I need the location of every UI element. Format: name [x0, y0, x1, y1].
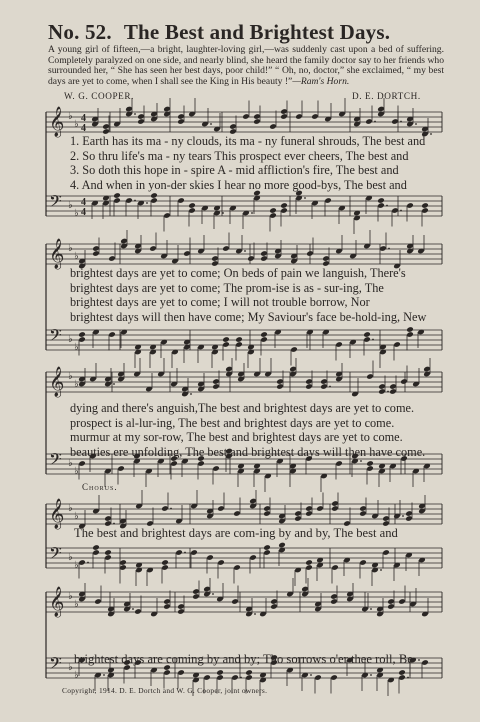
dot	[254, 613, 256, 615]
dot	[400, 121, 402, 123]
verse-line: brightest days will then have come; My Saviour's face be-hold-ing, New	[70, 309, 427, 324]
verses-system-2	[70, 266, 442, 324]
dot	[103, 674, 105, 676]
dot	[244, 250, 246, 252]
verse-line: 1. Earth has its ma - ny clouds, its ma - ny funeral shrouds, The best and	[70, 134, 426, 148]
note-head	[305, 559, 313, 566]
note-head	[263, 544, 271, 551]
bass-clef: 𝄢	[49, 191, 62, 215]
dot	[170, 508, 172, 510]
bass-clef: 𝄢	[49, 449, 62, 473]
note-head	[188, 202, 196, 209]
dot	[388, 248, 390, 250]
treble-clef: 𝄞	[49, 107, 65, 137]
intro-text: A young girl of fifteen,—a bright, laughter-loving girl,—was suddenly cast upon a bed of suffering. Completely paralyzed on one side, and nearly blind, she heard the family doctor say to her friends who surrounded her, “ She has seen her best days, poor child!” “ Oh, no, doctor,” she exclaimed, “ my best days are yet to come, when I shall see the King in His beauty !”	[48, 44, 444, 87]
hymn-intro	[48, 45, 444, 87]
flat-sign: ♭	[74, 466, 79, 477]
dot	[415, 123, 417, 125]
flat-sign: ♭	[74, 208, 79, 219]
intro-source: —Ram's Horn.	[292, 75, 350, 87]
dot	[372, 339, 374, 341]
dot	[402, 515, 404, 517]
hymn-heading	[48, 20, 390, 45]
flat-sign: ♭	[68, 503, 73, 514]
dot	[386, 205, 388, 207]
treble-clef: 𝄞	[49, 239, 65, 269]
note-head	[421, 202, 429, 209]
dot	[380, 569, 382, 571]
dot	[387, 391, 389, 393]
note-head	[377, 197, 385, 204]
dot	[132, 608, 134, 610]
flat-sign: ♭	[68, 591, 73, 602]
verses-system-1	[70, 134, 442, 192]
verse-line: brightest days are yet to come; I will not trouble borrow, Nor	[70, 295, 370, 310]
verse-line: 2. So thru life's ma - ny tears This prospect ever cheers, The best and	[70, 148, 409, 163]
note-head	[161, 559, 169, 566]
flat-sign: ♭	[74, 379, 79, 390]
note-head	[150, 192, 158, 199]
note-head	[245, 669, 253, 676]
dot	[222, 212, 224, 214]
flat-sign: ♭	[68, 662, 73, 673]
flat-sign: ♭	[74, 511, 79, 522]
flat-sign: ♭	[74, 560, 79, 571]
flat-sign: ♭	[74, 670, 79, 681]
treble-clef: 𝄞	[49, 587, 65, 617]
svg-text:4: 4	[81, 123, 86, 134]
flat-sign: ♭	[74, 599, 79, 610]
bass-clef: 𝄢	[49, 653, 62, 677]
dot	[360, 460, 362, 462]
bass-clef: 𝄢	[49, 543, 62, 567]
verse-line: prospect is al-lur-ing, The best and brightest days are yet to come.	[70, 415, 395, 430]
treble-clef: 𝄞	[49, 367, 65, 397]
dot	[370, 674, 372, 676]
note-head	[78, 331, 86, 338]
flat-sign: ♭	[68, 334, 73, 345]
note-head	[222, 336, 230, 343]
flat-sign: ♭	[68, 200, 73, 211]
composer-credit: D. E. DORTCH.	[352, 91, 421, 101]
verse-line: 4. And when in yon-der skies I hear no more good-bys, The best and	[70, 177, 407, 192]
dot	[134, 200, 136, 202]
note-head	[406, 326, 414, 333]
bass-clef: 𝄢	[49, 325, 62, 349]
verse-line: murmur at my sor-row, The best and brightest days are yet to come.	[70, 430, 403, 445]
flat-sign: ♭	[74, 251, 79, 262]
flat-sign: ♭	[74, 119, 79, 130]
note-head	[269, 207, 277, 214]
dot	[400, 210, 402, 212]
dot	[134, 113, 136, 115]
chorus-line-2: brightest days are coming by and by; Tho sorrows o'er thee roll, Be	[74, 652, 413, 666]
hymn-number: No. 52.	[48, 20, 112, 44]
flat-sign: ♭	[68, 111, 73, 122]
note-head	[398, 669, 406, 676]
dot	[184, 552, 186, 554]
note-head	[363, 331, 371, 338]
verse-line: brightest days are yet to come; On beds of pain we languish, There's	[70, 266, 406, 280]
verse-line: beauties ere unfolding, The best and brightest days will then have come.	[70, 444, 426, 459]
note-head	[260, 331, 268, 338]
dot	[374, 121, 376, 123]
dot	[310, 674, 312, 676]
dot	[251, 212, 253, 214]
note-head	[113, 192, 121, 199]
dot	[329, 386, 331, 388]
flat-sign: ♭	[74, 342, 79, 353]
flat-sign: ♭	[68, 371, 73, 382]
dot	[190, 393, 192, 395]
dot	[113, 383, 115, 385]
dot	[304, 197, 306, 199]
flat-sign: ♭	[68, 458, 73, 469]
note-head	[216, 669, 224, 676]
chorus-label: Chorus.	[82, 482, 118, 492]
dot	[212, 593, 214, 595]
note-head	[104, 549, 112, 556]
time-signature: 4	[81, 113, 86, 124]
dot	[240, 677, 242, 679]
chorus-line-1: The best and brightest days are com-ing by and by, The best and	[74, 526, 398, 540]
dot	[210, 123, 212, 125]
verse-line: dying and there's anguish,The best and brightest days are yet to come.	[70, 401, 415, 415]
note-head	[92, 544, 100, 551]
hymn-title: The Best and Brightest Days.	[123, 20, 391, 44]
time-signature: 4	[81, 197, 86, 208]
dot	[146, 202, 148, 204]
lyricist-credit: W. G. COOPER.	[64, 91, 134, 101]
flat-sign: ♭	[68, 552, 73, 563]
note-head	[366, 460, 374, 467]
treble-clef: 𝄞	[49, 499, 65, 529]
verses-system-3	[70, 401, 442, 459]
dot	[113, 523, 115, 525]
note-head	[278, 542, 286, 549]
dot	[370, 608, 372, 610]
note-head	[280, 202, 288, 209]
svg-text:4: 4	[81, 207, 86, 218]
verse-line: 3. So doth this hope in - spire A - mid affliction's fire, The best and	[70, 163, 399, 178]
note-head	[235, 336, 243, 343]
flat-sign: ♭	[68, 243, 73, 254]
dot	[87, 562, 89, 564]
dot	[407, 677, 409, 679]
copyright-notice: Copyright, 1914. D. E. Dortch and W. G. Cooper, joint owners.	[62, 686, 268, 695]
verse-line: brightest days are yet to come; The prom-ise is as - sur-ing, The	[70, 280, 384, 295]
